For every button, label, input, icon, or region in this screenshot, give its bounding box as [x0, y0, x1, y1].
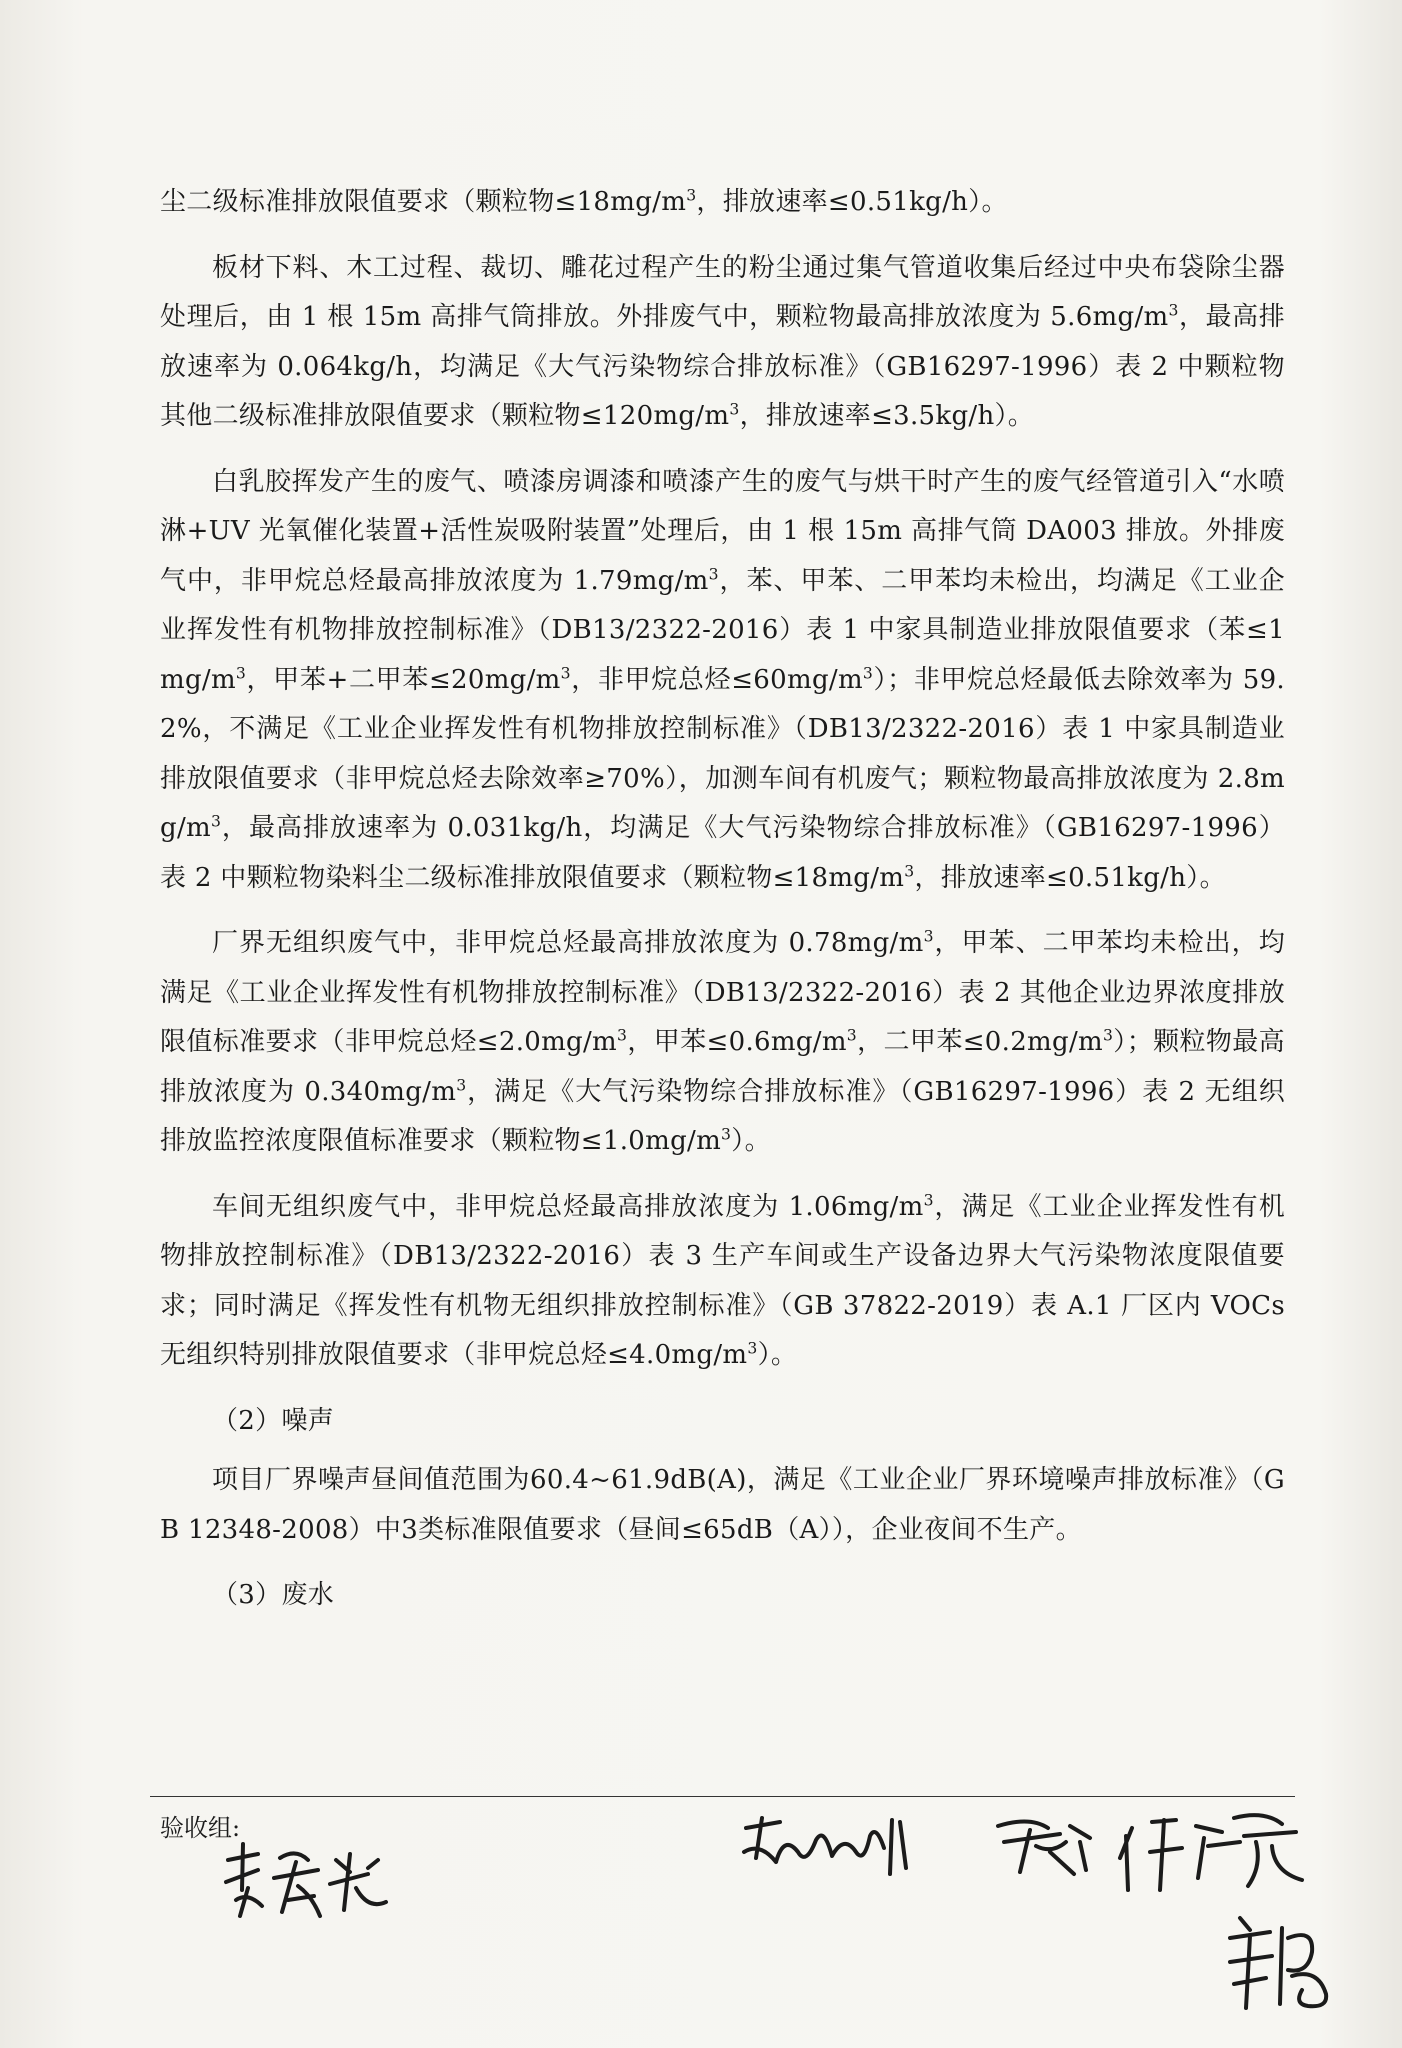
signature-3 — [990, 1812, 1100, 1882]
signature-1 — [218, 1840, 398, 1920]
paragraph: 白乳胶挥发产生的废气、喷漆房调漆和喷漆产生的废气与烘干时产生的废气经管道引入“水喷淋+UV 光氧催化装置+活性炭吸附装置”处理后，由 1 根 15m 高排气筒 DA003 排放。外排废气中，非甲烷总烃最高排放浓度为 $1.79mg/m^3$，苯、甲苯、二甲苯均未检出，均满足《工业企业挥发性有机物排放控制标准》（DB13/2322-2016）表 1 中家具制造业排放限值要求（苯$\le 1mg/m^3$，甲苯+二甲苯$\le 20mg/m^3$，非甲烷总烃$\le 60mg/m^3$）；非甲烷总烃最低去除效率为 59.2%，不满足《工业企业挥发性有机物排放控制标准》（DB13/2322-2016）表 1 中家具制造业排放限值要求（非甲烷总烃去除效率≥70%），加测车间有机废气；颗粒物最高排放浓度为 $2.8mg/m^3$，最高排放速率为 0.031kg/h，均满足《大气污染物综合排放标准》（GB16297-1996）表 2 中颗粒物染料尘二级标准排放限值要求（颗粒物$\le 18mg/m^3$，排放速率≤0.51kg/h）。 — [160, 466, 1286, 893]
signature-2 — [740, 1812, 950, 1882]
section-heading: （2）噪声 — [212, 1405, 335, 1436]
paragraph: 厂界无组织废气中，非甲烷总烃最高排放浓度为 $0.78mg/m^3$，甲苯、二甲苯均未检出，均满足《工业企业挥发性有机物排放控制标准》（DB13/2322-2016）表 2 其他企业边界浓度排放限值标准要求（非甲烷总烃$\le 2.0mg/m^3$，甲苯$\le 0.6mg/m^3$，二甲苯$\le 0.2mg/m^3$）；颗粒物最高排放浓度为 $0.340mg/m^3$，满足《大气污染物综合排放标准》（GB16297-1996）表 2 无组织排放监控浓度限值标准要求（颗粒物$\le 1.0mg/m^3$）。 — [160, 927, 1285, 1156]
paragraph: 车间无组织废气中，非甲烷总烃最高排放浓度为 $1.06mg/m^3$，满足《工业企业挥发性有机物排放控制标准》（DB13/2322-2016）表 3 生产车间或生产设备边界大气污染物浓度限值要求；同时满足《挥发性有机物无组织排放控制标准》（GB 37822-2019）表 A.1 厂区内 VOCs 无组织特别排放限值要求（非甲烷总烃$\le 4.0mg/m^3$）。 — [160, 1190, 1285, 1370]
signature-divider — [150, 1796, 1295, 1797]
signature-4 — [1112, 1806, 1312, 1896]
paragraph: 尘二级标准排放限值要求（颗粒物$\le 18mg/m^3$，排放速率≤0.51kg/h）。 — [160, 186, 1008, 217]
paragraph: 项目厂界噪声昼间值范围为60.4~61.9dB(A)，满足《工业企业厂界环境噪声排放标准》（GB 12348-2008）中3类标准限值要求（昼间≤65dB（A）），企业夜间不生产。 — [160, 1465, 1285, 1545]
acceptance-group-label: 验收组: — [160, 1814, 241, 1842]
paragraph: 板材下料、木工过程、裁切、雕花过程产生的粉尘通过集气管道收集后经过中央布袋除尘器处理后，由 1 根 15m 高排气筒排放。外排废气中，颗粒物最高排放浓度为 $5.6mg/m^3$，最高排放速率为 0.064kg/h，均满足《大气污染物综合排放标准》（GB16297-1996）表 2 中颗粒物其他二级标准排放限值要求（颗粒物$\le 120mg/m^3$，排放速率≤3.5kg/h）。 — [160, 252, 1285, 431]
signature-5 — [1222, 1908, 1342, 2018]
section-heading: （3）废水 — [212, 1580, 335, 1610]
document-body — [160, 178, 1285, 1631]
